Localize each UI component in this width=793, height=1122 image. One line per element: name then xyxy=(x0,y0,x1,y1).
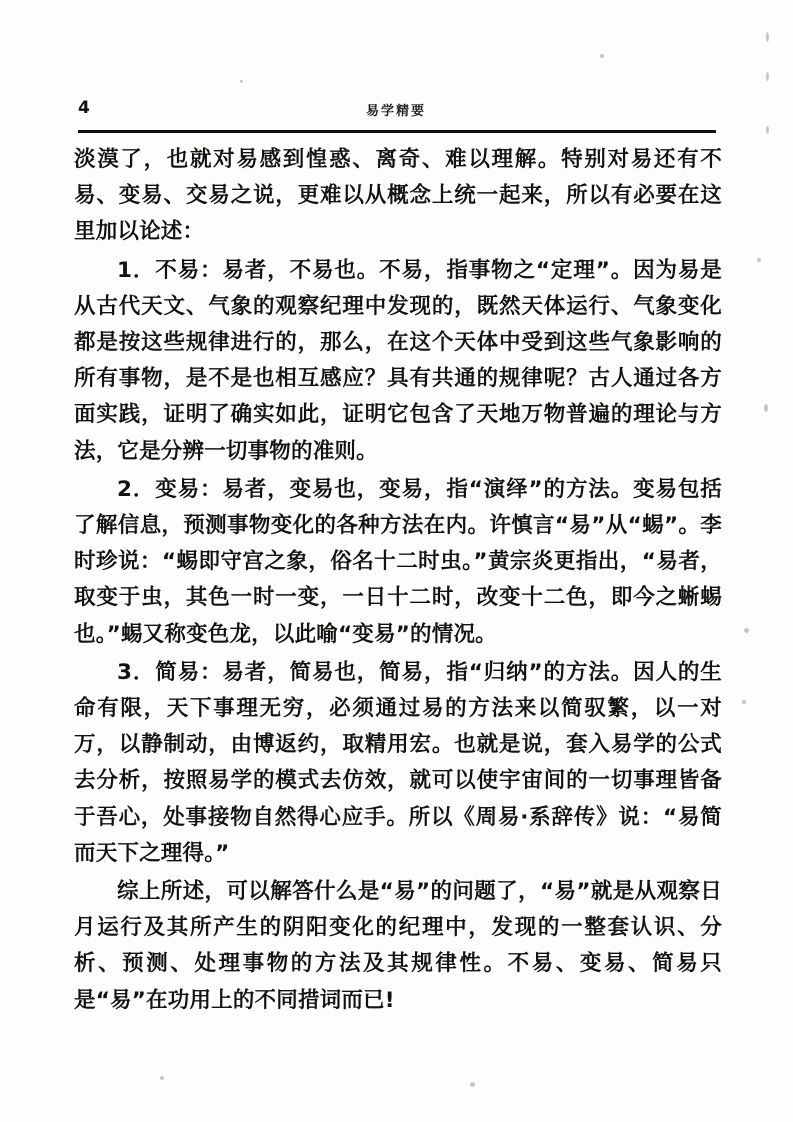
scan-speck xyxy=(744,628,749,633)
paragraph-conclusion: 综上所述，可以解答什么是“易”的问题了，“易”就是从观察日月运行及其所产生的阴阳变化的纪理中，发现的一整套认识、分析、预测、处理事物的方法及其规律性。不易、变易、简易只是“易”在功用上的不同措词而已! xyxy=(74,879,722,1013)
scan-speck xyxy=(757,258,761,262)
scan-speck xyxy=(766,32,769,42)
scan-speck xyxy=(600,54,604,58)
page-body xyxy=(74,142,722,1021)
scan-speck xyxy=(766,126,769,134)
paragraph-jianyi: 3．简易：易者，简易也，简易，指“归纳”的方法。因人的生命有限，天下事理无穷，必须通过易的方法来以简驭繁，以一对万，以静制动，由博返约，取精用宏。也就是说，套入易学的公式去分析，按照易学的模式去仿效，就可以使宇宙间的一切事理皆备于吾心，处事接物自然得心应手。所以《周易·系辞传》说：“易简而天下之理得。” xyxy=(74,659,722,866)
scan-speck xyxy=(470,1082,475,1087)
paragraph-bianyi: 2．变易：易者，变易也，变易，指“演绎”的方法。变易包括了解信息，预测事物变化的各种方法在内。许慎言“易”从“蜴”。李时珍说：“蜴即守宫之象，俗名十二时虫。”黄宗炎更指出，“易者，取变于虫，其色一时一变，一日十二时，改变十二色，即今之蜥蜴也。”蜴又称变色龙，以此喻“变易”的情况。 xyxy=(74,476,722,647)
scan-speck xyxy=(766,72,769,81)
paragraph-buyi: 1．不易：易者，不易也。不易，指事物之“定理”。因为易是从古代天文、气象的观察纪理中发现的，既然天体运行、气象变化都是按这些规律进行的，那么，在这个天体中受到这些气象影响的所有事物，是不是也相互感应？具有共通的规律呢？古人通过各方面实践，证明了确实如此，证明它包含了天地万物普遍的理论与方法，它是分辨一切事物的准则。 xyxy=(74,257,722,464)
scan-speck xyxy=(764,404,768,412)
paragraph-intro: 淡漠了，也就对易感到惶惑、离奇、难以理解。特别对易还有不易、变易、交易之说，更难以从概念上统一起来，所以有必要在这里加以论述： xyxy=(74,147,722,245)
scan-speck xyxy=(240,80,243,83)
scan-speck xyxy=(160,1076,164,1080)
header-rule xyxy=(78,130,716,133)
scan-speck xyxy=(742,700,746,704)
page-header xyxy=(78,98,714,128)
page-number: 4 xyxy=(78,98,90,118)
running-head: 易学精要 xyxy=(365,104,426,119)
